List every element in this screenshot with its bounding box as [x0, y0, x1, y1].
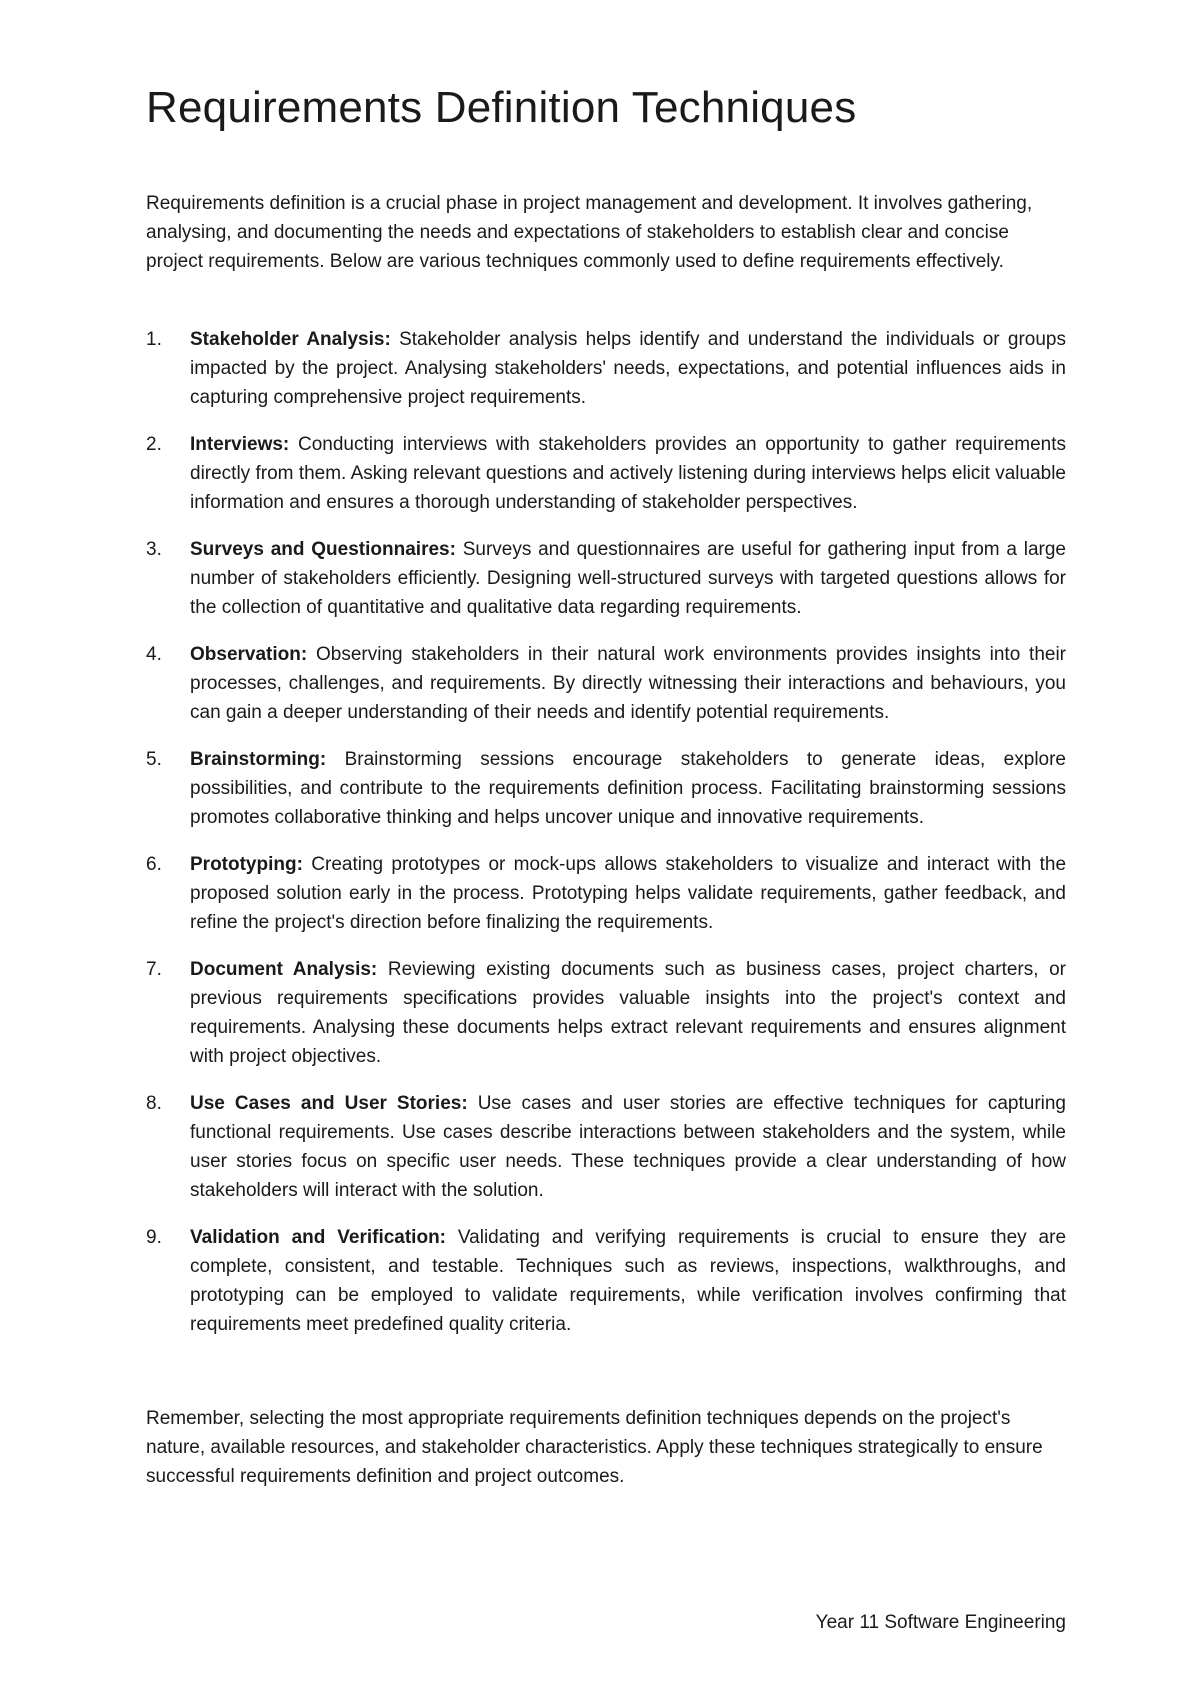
item-description: Validating and verifying requirements is crucial to ensure they are complete, consistent, and testable. Techniques such as reviews, inspections, walkthroughs, and prototyping can be employed to validate requirements, while verification involves confirming that requirements meet predefined quality criteria. [190, 1227, 1067, 1335]
item-number: 3. [146, 539, 162, 560]
item-number: 4. [146, 644, 162, 665]
item-number: 6. [146, 854, 162, 875]
item-term: Use Cases and User Stories: [190, 1093, 468, 1114]
item-description: Brainstorming sessions encourage stakeholders to generate ideas, explore possibilities, and contribute to the requirements definition process. Facilitating brainstorming sessions promotes collaborative thinking and helps uncover unique and innovative requirements. [190, 749, 1067, 828]
technique-item [146, 640, 1066, 727]
item-term: Brainstorming: [190, 749, 327, 770]
techniques-list [146, 325, 1066, 1357]
item-number: 2. [146, 434, 162, 455]
technique-item [146, 325, 1066, 412]
item-number: 1. [146, 329, 162, 350]
intro-paragraph: Requirements definition is a crucial phase in project management and development. It involves gathering, analysing, and documenting the needs and expectations of stakeholders to establish clear and concise project requirements. Below are various techniques commonly used to define requirements effectively. [146, 193, 1033, 272]
item-description: Creating prototypes or mock-ups allows stakeholders to visualize and interact with the proposed solution early in the process. Prototyping helps validate requirements, gather feedback, and refine the project's direction before finalizing the requirements. [190, 854, 1067, 933]
technique-item [146, 745, 1066, 832]
item-description: Conducting interviews with stakeholders provides an opportunity to gather requirements directly from them. Asking relevant questions and actively listening during interviews helps elicit valuable information and ensures a thorough understanding of stakeholder perspectives. [190, 434, 1067, 513]
item-description: Reviewing existing documents such as business cases, project charters, or previous requirements specifications provides valuable insights into the project's context and requirements. Analysing these documents helps extract relevant requirements and ensures alignment with project objectives. [190, 959, 1067, 1067]
item-term: Stakeholder Analysis: [190, 329, 391, 350]
item-description: Surveys and questionnaires are useful for gathering input from a large number of stakeholders efficiently. Designing well-structured surveys with targeted questions allows for the collection of quantitative and qualitative data regarding requirements. [190, 539, 1066, 618]
item-number: 7. [146, 959, 162, 980]
item-description: Stakeholder analysis helps identify and understand the individuals or groups impacted by the project. Analysing stakeholders' needs, expectations, and potential influences aids in capturing comprehensive project requirements. [190, 329, 1066, 408]
technique-item [146, 430, 1066, 517]
technique-item [146, 1089, 1066, 1205]
item-term: Validation and Verification: [190, 1227, 447, 1248]
closing-paragraph: Remember, selecting the most appropriate requirements definition techniques depends on the project's nature, available resources, and stakeholder characteristics. Apply these techniques strategically to ensure successful requirements definition and project outcomes. [146, 1408, 1043, 1487]
page-title: Requirements Definition Techniques [146, 83, 857, 132]
page-footer: Year 11 Software Engineering [815, 1612, 1066, 1633]
item-number: 8. [146, 1093, 162, 1114]
item-term: Document Analysis: [190, 959, 378, 980]
item-description: Use cases and user stories are effective techniques for capturing functional requirements. Use cases describe interactions between stakeholders and the system, while user stories focus on specific user needs. These techniques provide a clear understanding of how stakeholders will interact with the solution. [190, 1093, 1066, 1201]
item-number: 5. [146, 749, 162, 770]
item-description: Observing stakeholders in their natural work environments provides insights into their processes, challenges, and requirements. By directly witnessing their interactions and behaviours, you can gain a deeper understanding of their needs and identify potential requirements. [190, 644, 1067, 723]
technique-item [146, 850, 1066, 937]
item-term: Interviews: [190, 434, 290, 455]
technique-item [146, 535, 1066, 622]
item-term: Surveys and Questionnaires: [190, 539, 456, 560]
technique-item [146, 1223, 1066, 1339]
item-number: 9. [146, 1227, 162, 1248]
technique-item [146, 955, 1066, 1071]
item-term: Prototyping: [190, 854, 303, 875]
item-term: Observation: [190, 644, 308, 665]
